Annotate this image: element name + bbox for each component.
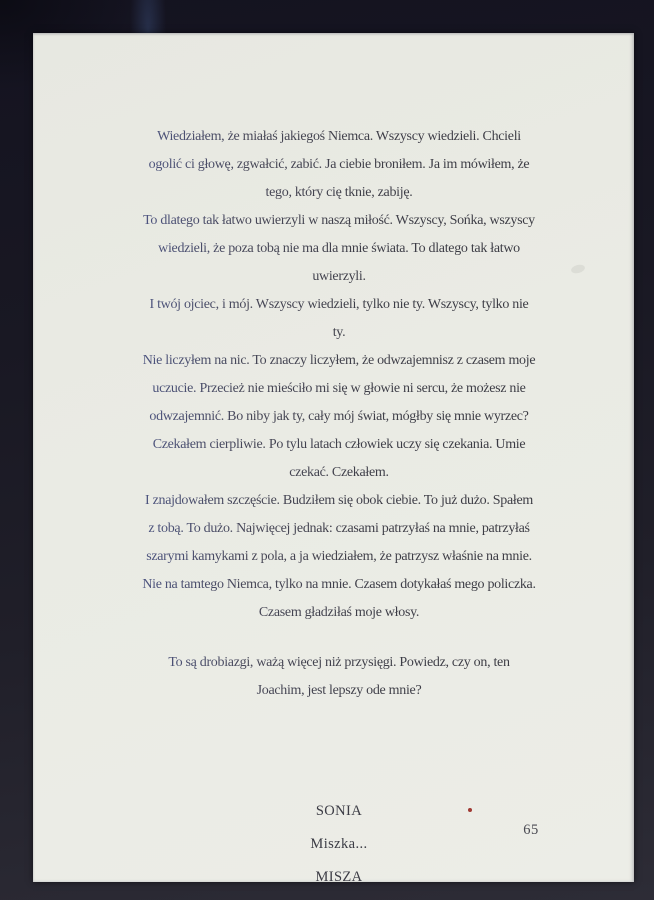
cast-lines: [133, 795, 545, 894]
text-line: ty.: [133, 319, 545, 347]
page-number: 65: [523, 822, 539, 838]
text-line: To są drobiazgi, ważą więcej niż przysięgi. Powiedz, czy on, ten: [133, 649, 545, 677]
paragraph: [133, 207, 545, 291]
text-line: czekać. Czekałem.: [133, 459, 545, 487]
text-line: uwierzyli.: [133, 263, 545, 291]
text-line: uczucie. Przecież nie mieściło mi się w głowie ni sercu, że możesz nie: [133, 375, 545, 403]
paragraph: [133, 123, 545, 207]
text-line: I twój ojciec, i mój. Wszyscy wiedzieli, tylko nie ty. Wszyscy, tylko nie: [133, 291, 545, 319]
text-line: ogolić ci głowę, zgwałcić, zabić. Ja ciebie broniłem. Ja im mówiłem, że: [133, 151, 545, 179]
paragraph: [133, 649, 545, 705]
cast-line: Miszka...: [310, 836, 368, 852]
red-speck-mark: [468, 808, 472, 812]
text-line: Joachim, jest lepszy ode mnie?: [133, 677, 545, 705]
paragraph: [133, 347, 545, 431]
text-line: I znajdowałem szczęście. Budziłem się obok ciebie. To już dużo. Spałem: [133, 487, 545, 515]
text-line: z tobą. To dużo. Najwięcej jednak: czasami patrzyłaś na mnie, patrzyłaś: [133, 515, 545, 543]
text-line: wiedzieli, że poza tobą nie ma dla mnie świata. To dlatego tak łatwo: [133, 235, 545, 263]
page-text: [133, 123, 545, 705]
paragraph: [133, 431, 545, 487]
scanned-page: [33, 33, 634, 885]
text-line: Czekałem cierpliwie. Po tylu latach człowiek uczy się czekania. Umie: [133, 431, 545, 459]
text-line: Nie liczyłem na nic. To znaczy liczyłem, że odwzajemnisz z czasem moje: [133, 347, 545, 375]
paragraph: [133, 291, 545, 347]
paragraph: [133, 487, 545, 627]
text-line: To dlatego tak łatwo uwierzyli w naszą miłość. Wszyscy, Sońka, wszyscy: [133, 207, 545, 235]
paper-smudge: [570, 263, 586, 274]
text-line: Wiedziałem, że miałaś jakiegoś Niemca. Wszyscy wiedzieli. Chcieli: [133, 123, 545, 151]
text-line: Czasem gładziłaś moje włosy.: [133, 599, 545, 627]
cast-line: SONIA: [315, 803, 363, 819]
text-line: tego, który cię tknie, zabiję.: [133, 179, 545, 207]
text-line: odwzajemnić. Bo niby jak ty, cały mój świat, mógłby się mnie wyrzec?: [133, 403, 545, 431]
text-line: Nie na tamtego Niemca, tylko na mnie. Czasem dotykałaś mego policzka.: [133, 571, 545, 599]
cast-line: MISZA: [315, 869, 363, 885]
text-line: szarymi kamykami z pola, a ja wiedziałem, że patrzysz właśnie na mnie.: [133, 543, 545, 571]
